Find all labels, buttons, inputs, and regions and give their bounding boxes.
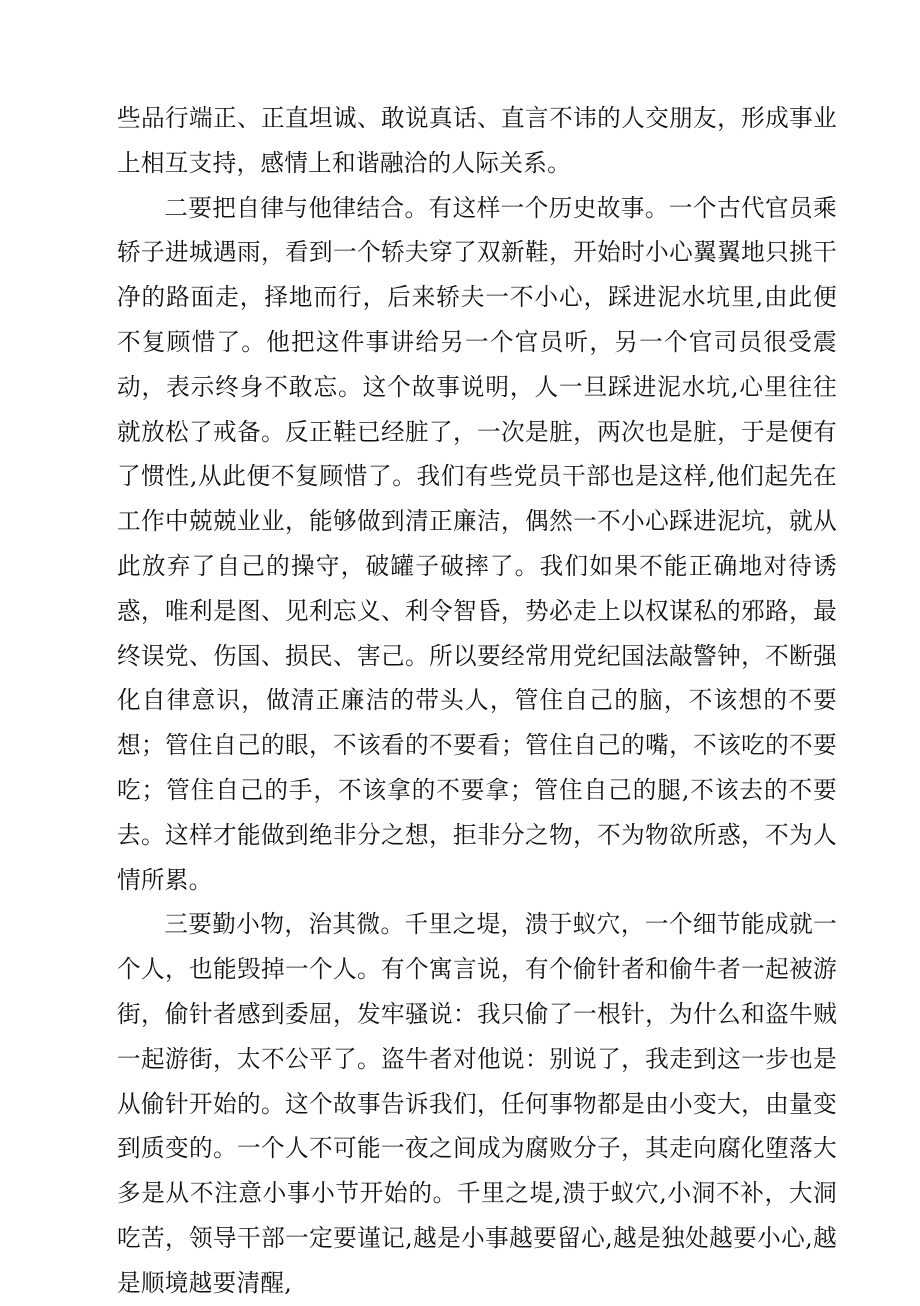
paragraph-self-discipline: 二要把自律与他律结合。有这样一个历史故事。一个古代官员乘轿子进城遇雨，看到一个轿夫穿了双新鞋，开始时小心翼翼地只挑干净的路面走，择地而行，后来轿夫一不小心，踩进泥水坑里,由此便不复顾惜了。他把这件事讲给另一个官员听，另一个官司员很受震动，表示终身不敢忘。这个故事说明，人一旦踩进泥水坑,心里往往就放松了戒备。反正鞋已经脏了，一次是脏，两次也是脏，于是便有了惯性,从此便不复顾惜了。我们有些党员干部也是这样,他们起先在工作中兢兢业业，能够做到清正廉洁，偶然一不小心踩进泥坑，就从此放弃了自己的操守，破罐子破摔了。我们如果不能正确地对待诱惑，唯利是图、见利忘义、利令智昏，势必走上以权谋私的邪路，最终误党、伤国、损民、害己。所以要经常用党纪国法敲警钟，不断强化自律意识，做清正廉洁的带头人，管住自己的脑，不该想的不要想；管住自己的眼，不该看的不要看；管住自己的嘴，不该吃的不要吃；管住自己的手，不该拿的不要拿；管住自己的腿,不该去的不要去。这样才能做到绝非分之想，拒非分之物，不为物欲所惑，不为人情所累。 xyxy=(117,193,837,894)
paragraph-continuation: 些品行端正、正直坦诚、敢说真话、直言不讳的人交朋友，形成事业上相互支持，感情上和谐融洽的人际关系。 xyxy=(117,104,837,177)
paragraph-small-things: 三要勤小物，治其微。千里之堤，溃于蚁穴，一个细节能成就一个人，也能毁掉一个人。有个寓言说，有个偷针者和偷牛者一起被游街，偷针者感到委屈，发牢骚说：我只偷了一根针，为什么和盗牛贼一起游街，太不公平了。盗牛者对他说：别说了，我走到这一步也是从偷针开始的。这个故事告诉我们，任何事物都是由小变大，由量变到质变的。一个人不可能一夜之间成为腐败分子，其走向腐化堕落大多是从不注意小事小节开始的。千里之堤,溃于蚁穴,小洞不补，大洞吃苦，领导干部一定要谨记,越是小事越要留心,越是独处越要小心,越是顺境越要清醒, xyxy=(117,910,837,1297)
document-page xyxy=(117,96,837,1306)
